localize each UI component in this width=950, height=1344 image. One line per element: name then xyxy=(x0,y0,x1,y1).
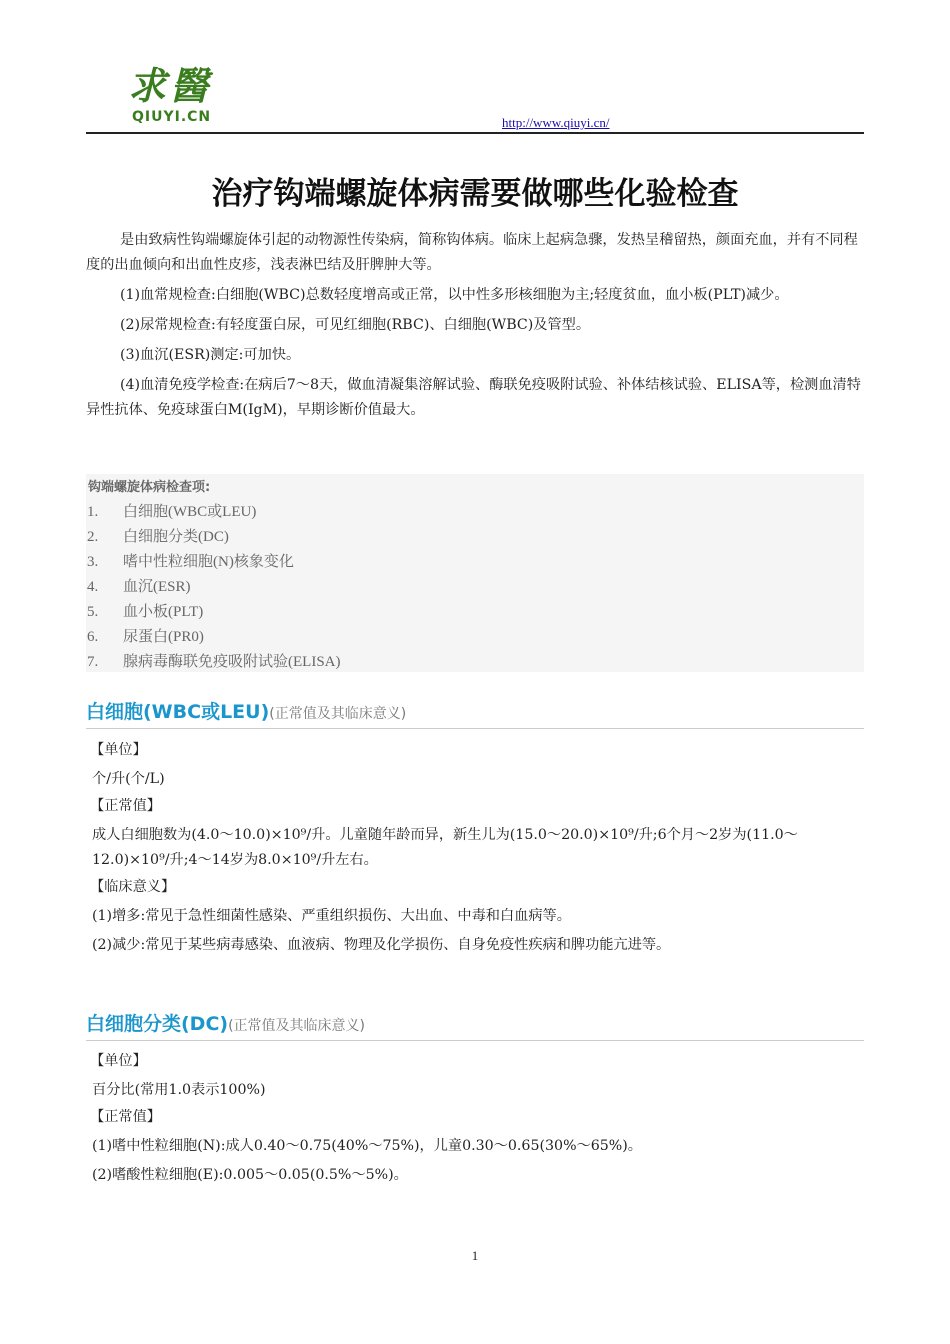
clinical-item: (1)增多:常见于急性细菌性感染、严重组织损伤、大出血、中毒和白血病等。 xyxy=(92,908,571,924)
item-number: 7. xyxy=(87,654,99,670)
intro-paragraph: (1)血常规检查:白细胞(WBC)总数轻度增高或正常，以中性多形核细胞为主;轻度贫血，血小板(PLT)减少。 xyxy=(120,287,789,303)
normal-label: 【正常值】 xyxy=(90,798,161,814)
item-number: 1. xyxy=(87,504,99,520)
intro-text xyxy=(86,228,868,428)
header-url-link[interactable]: http://www.qiuyi.cn/ xyxy=(502,115,610,130)
intro-paragraph: (4)血清免疫学检查:在病后7～8天，做血清凝集溶解试验、酶联免疫吸附试验、补体结核试验、ELISA等，检测血清特异性抗体、免疫球蛋白M(IgM)，早期诊断价值最大。 xyxy=(86,377,861,418)
unit-label: 【单位】 xyxy=(90,1053,147,1069)
list-item xyxy=(86,650,341,675)
list-item xyxy=(86,625,341,650)
list-item xyxy=(86,525,341,550)
intro-paragraph: 是由致病性钩端螺旋体引起的动物源性传染病，简称钩体病。临床上起病急骤，发热呈稽留热，颜面充血，并有不同程度的出血倾向和出血性皮疹，浅表淋巴结及肝脾肿大等。 xyxy=(86,232,858,273)
normal-value: 成人白细胞数为(4.0～10.0)×10⁹/升。儿童随年龄而异，新生儿为(15.0～20.0)×10⁹/升;6个月～2岁为(11.0～12.0)×10⁹/升;4～14岁为8.0×10⁹/升左右。 xyxy=(92,827,798,868)
item-number: 4. xyxy=(87,579,99,595)
test-items-box xyxy=(86,474,864,672)
header-divider xyxy=(86,132,864,134)
item-label: 嗜中性粒细胞(N)核象变化 xyxy=(123,554,294,570)
clinical-label: 【临床意义】 xyxy=(90,879,176,895)
item-label: 白细胞(WBC或LEU) xyxy=(123,504,257,520)
unit-label: 【单位】 xyxy=(90,742,147,758)
normal-item: (2)嗜酸性粒细胞(E):0.005～0.05(0.5%～5%)。 xyxy=(92,1167,408,1183)
section-body-wbc xyxy=(92,736,870,960)
normal-item: (1)嗜中性粒细胞(N):成人0.40～0.75(40%～75%)，儿童0.30～0.65(30%～65%)。 xyxy=(92,1138,642,1154)
section-body-dc xyxy=(92,1047,870,1190)
page-number: 1 xyxy=(471,1248,479,1263)
list-item xyxy=(86,500,341,525)
item-label: 腺病毒酶联免疫吸附试验(ELISA) xyxy=(123,654,341,670)
item-number: 6. xyxy=(87,629,99,645)
section-subtitle: (正常值及其临床意义) xyxy=(228,1018,366,1034)
page-title: 治疗钩端螺旋体病需要做哪些化验检查 xyxy=(211,176,739,212)
logo-chinese-text: 求醫 xyxy=(128,63,213,108)
item-label: 尿蛋白(PR0) xyxy=(123,629,204,645)
intro-paragraph: (3)血沉(ESR)测定:可加快。 xyxy=(120,347,301,363)
logo-english-text: QIUYI.CN xyxy=(132,109,212,125)
list-item xyxy=(86,600,341,625)
item-label: 血小板(PLT) xyxy=(123,604,204,620)
unit-value: 百分比(常用1.0表示100%) xyxy=(92,1082,266,1098)
list-item xyxy=(86,575,341,600)
item-label: 白细胞分类(DC) xyxy=(123,529,229,545)
normal-label: 【正常值】 xyxy=(90,1109,161,1125)
test-items-list xyxy=(86,500,341,675)
test-items-heading: 钩端螺旋体病检查项: xyxy=(88,480,211,495)
list-item xyxy=(86,550,341,575)
section-heading-dc xyxy=(86,1008,864,1041)
item-label: 血沉(ESR) xyxy=(123,579,191,595)
item-number: 5. xyxy=(87,604,99,620)
intro-paragraph: (2)尿常规检查:有轻度蛋白尿，可见红细胞(RBC)、白细胞(WBC)及管型。 xyxy=(120,317,591,333)
item-number: 2. xyxy=(87,529,99,545)
section-heading-wbc xyxy=(86,696,864,729)
section-title: 白细胞分类(DC) xyxy=(86,1013,229,1035)
qiuyi-logo xyxy=(128,64,228,130)
section-subtitle: (正常值及其临床意义) xyxy=(269,706,407,722)
clinical-item: (2)减少:常见于某些病毒感染、血液病、物理及化学损伤、自身免疫性疾病和脾功能亢进等。 xyxy=(92,937,671,953)
section-title: 白细胞(WBC或LEU) xyxy=(86,701,270,723)
item-number: 3. xyxy=(87,554,99,570)
unit-value: 个/升(个/L) xyxy=(92,771,165,787)
